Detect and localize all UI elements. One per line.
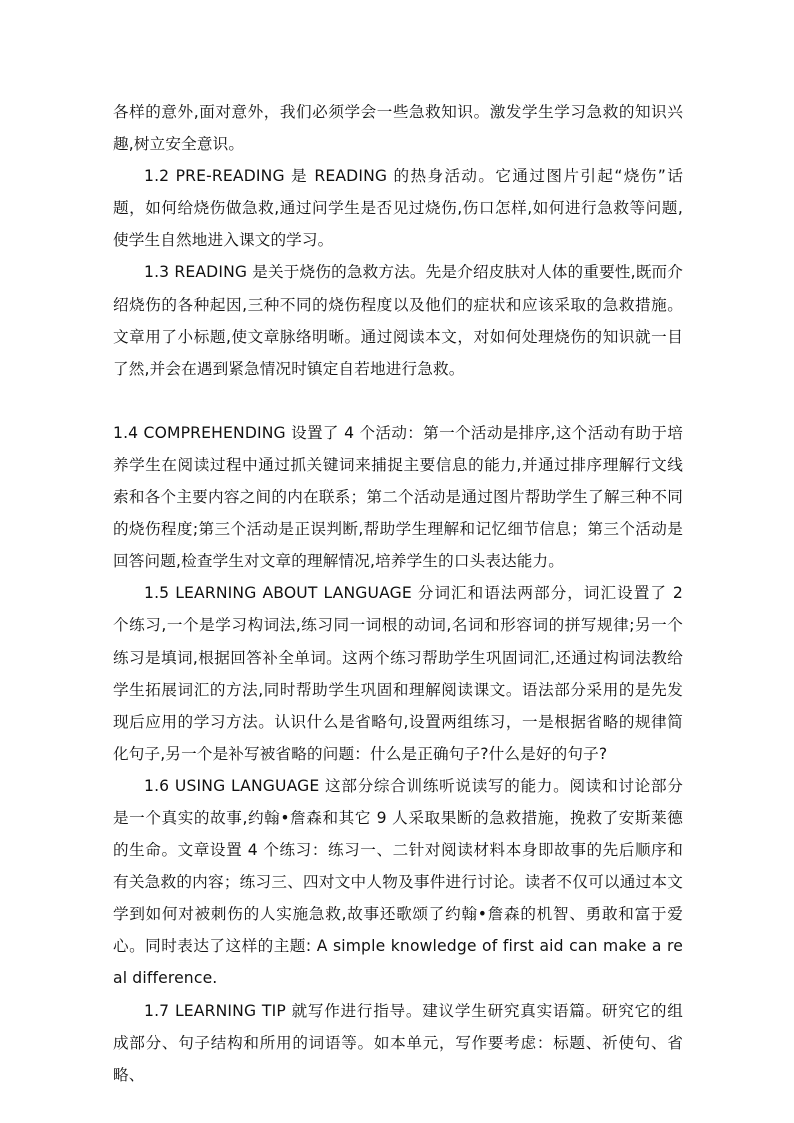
paragraph-learning-about-language: 1.5 LEARNING ABOUT LANGUAGE 分词汇和语法两部分，词汇设置了 2 个练习,一个是学习构词法,练习同一词根的动词,名词和形容词的拼写规律;另一个练习是填词,根据回答补全单词。这两个练习帮助学生巩固词汇,还通过构词法教给学生拓展词汇的方法,同时帮助学生巩固和理解阅读课文。语法部分采用的是先发现后应用的学习方法。认识什么是省略句,设置两组练习，一是根据省略的规律简化句子,另一个是补写被省略的问题：什么是正确句子?什么是好的句子? (113, 584, 683, 763)
paragraph-comprehending: 1.4 COMPREHENDING 设置了 4 个活动：第一个活动是排序,这个活动有助于培养学生在阅读过程中通过抓关键词来捕捉主要信息的能力,并通过排序理解行文线索和各个主要内容之间的内在联系；第二个活动是通过图片帮助学生了解三种不同的烧伤程度;第三个活动是正误判断,帮助学生理解和记忆细节信息；第三个活动是回答问题,检查学生对文章的理解情况,培养学生的口头表达能力。 (113, 423, 683, 571)
paragraph-reading: 1.3 READING 是关于烧伤的急救方法。先是介绍皮肤对人体的重要性,既而介绍烧伤的各种起因,三种不同的烧伤程度以及他们的症状和应该采取的急救措施。文章用了小标题,使文章脉络明晰。通过阅读本文，对如何处理烧伤的知识就一目了然,并会在遇到紧急情况时镇定自若地进行急救。 (113, 263, 683, 378)
paragraph-intro-continuation: 各样的意外,面对意外，我们必须学会一些急救知识。激发学生学习急救的知识兴趣,树立安全意识。 (113, 103, 683, 154)
paragraph-using-language: 1.6 USING LANGUAGE 这部分综合训练听说读写的能力。阅读和讨论部分是一个真实的故事,约翰•詹森和其它 9 人采取果断的急救措施，挽救了安斯莱德的生命。文章设置 4 个练习：练习一、二针对阅读材料本身即故事的先后顺序和有关急救的内容；练习三、四对文中人物及事件进行讨论。读者不仅可以通过本文学到如何对被刺伤的人实施急救,故事还歌颂了约翰•詹森的机智、勇敢和富于爱心。同时表达了这样的主题: A simple knowledge of first aid can make a real difference. (113, 776, 683, 988)
paragraph-learning-tip: 1.7 LEARNING TIP 就写作进行指导。建议学生研究真实语篇。研究它的组成部分、句子结构和所用的词语等。如本单元，写作要考虑：标题、祈使句、省略、 (113, 1001, 683, 1084)
paragraph-pre-reading: 1.2 PRE-READING 是 READING 的热身活动。它通过图片引起“烧伤”话题，如何给烧伤做急救,通过问学生是否见过烧伤,伤口怎样,如何进行急救等问题,使学生自然地进入课文的学习。 (113, 167, 683, 250)
document-body (113, 96, 683, 1091)
